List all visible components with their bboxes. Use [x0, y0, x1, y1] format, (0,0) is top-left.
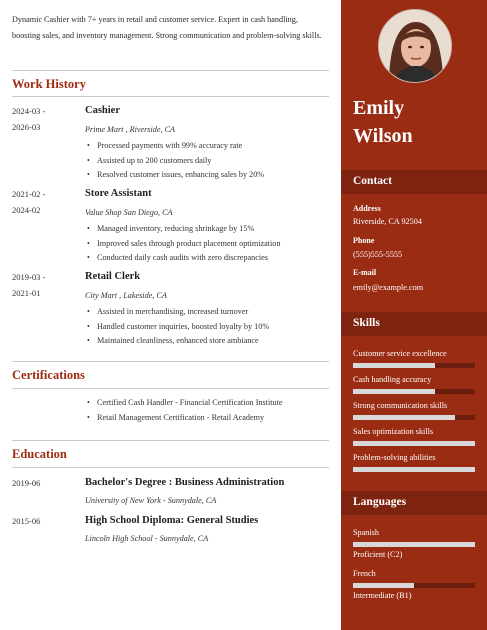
bullet-item: • Conducted daily cash audits with zero discrepancies	[85, 251, 329, 266]
skills-heading: Skills	[341, 312, 487, 336]
employer: Value Shop San Diego, CA	[85, 208, 173, 217]
bullet-item: • Assisted up to 200 customers daily	[85, 154, 329, 169]
work-history-title: Work History	[12, 77, 86, 91]
certification-bullets	[85, 396, 329, 425]
phone-label: Phone	[353, 236, 375, 245]
work-history-heading	[12, 70, 329, 97]
employer: Prime Mart , Riverside, CA	[85, 125, 176, 134]
bullet-item: • Maintained cleanliness, enhanced store ambiance	[85, 334, 329, 349]
degree-title: Bachelor's Degree : Business Administration	[85, 477, 285, 488]
contact-heading: Contact	[341, 170, 487, 194]
professional-summary: Dynamic Cashier with 7+ years in retail and customer service. Expert in cash handling, boosting sales, and inventory management. Strong communication and problem-solving skills.	[12, 15, 322, 40]
work-date-end: 2024-02	[12, 204, 41, 215]
job-title: Retail Clerk	[85, 271, 141, 282]
education-date: 2019-06	[12, 478, 41, 488]
portrait-icon	[379, 10, 452, 83]
work-dates	[12, 270, 72, 301]
job-title: Cashier	[85, 105, 120, 116]
skill-bar-fill	[353, 363, 435, 368]
school: University of New York - Sunnydale, CA	[85, 496, 217, 505]
work-date-start: 2021-02 -	[12, 189, 46, 199]
skill-bar-fill	[353, 389, 435, 394]
bullet-item: • Processed payments with 99% accuracy rate	[85, 139, 329, 154]
language-bar-fill	[353, 542, 475, 547]
profile-photo	[378, 9, 452, 83]
certification-item: • Retail Management Certification - Retail Academy	[85, 411, 329, 426]
work-dates	[12, 187, 72, 218]
bullet-item: • Improved sales through product placement optimization	[85, 237, 329, 252]
work-date-start: 2024-03 -	[12, 106, 46, 116]
sidebar	[341, 0, 487, 630]
job-title: Store Assistant	[85, 188, 152, 199]
skill-bar	[353, 415, 475, 420]
language-level: Proficient (C2)	[353, 550, 403, 559]
skill-bar-fill	[353, 415, 455, 420]
address-label: Address	[353, 204, 381, 213]
skill-bar	[353, 467, 475, 472]
work-date-start: 2019-03 -	[12, 272, 46, 282]
skill-bar	[353, 389, 475, 394]
bullet-item: • Handled customer inquiries, boosted loyalty by 10%	[85, 320, 329, 335]
bullet-item: • Assisted in merchandising, increased turnover	[85, 305, 329, 320]
skill-bar-fill	[353, 441, 475, 446]
certifications-heading	[12, 361, 329, 389]
phone-value: (555)555-5555	[353, 250, 403, 259]
skill-name: Problem-solving abilities	[353, 453, 436, 462]
skill-bar-fill	[353, 467, 475, 472]
school: Lincoln High School - Sunnydale, CA	[85, 534, 209, 543]
full-name	[353, 94, 413, 150]
last-name: Wilson	[353, 125, 413, 147]
language-bar-fill	[353, 583, 414, 588]
first-name: Emily	[353, 97, 405, 119]
degree-title: High School Diploma: General Studies	[85, 515, 259, 526]
certification-item: • Certified Cash Handler - Financial Certification Institute	[85, 396, 329, 411]
work-date-end: 2021-01	[12, 287, 41, 298]
skill-bar	[353, 441, 475, 446]
skill-name: Cash handling accuracy	[353, 375, 432, 384]
education-heading	[12, 440, 329, 468]
work-dates	[12, 104, 72, 135]
job-bullets	[85, 139, 329, 183]
language-name: Spanish	[353, 528, 379, 537]
skill-name: Sales optimization skills	[353, 427, 434, 436]
language-level: Intermediate (B1)	[353, 591, 412, 600]
skill-bar	[353, 363, 475, 368]
email-value[interactable]: emily@example.com	[353, 283, 424, 292]
language-bar	[353, 542, 475, 547]
languages-heading: Languages	[341, 491, 487, 515]
education-date: 2015-06	[12, 516, 41, 526]
certifications-title: Certifications	[12, 368, 85, 382]
skill-name: Strong communication skills	[353, 401, 448, 410]
language-bar	[353, 583, 475, 588]
job-bullets	[85, 305, 329, 349]
language-name: French	[353, 569, 376, 578]
bullet-item: • Managed inventory, reducing shrinkage by 15%	[85, 222, 329, 237]
work-date-end: 2026-03	[12, 121, 41, 132]
skill-name: Customer service excellence	[353, 349, 447, 358]
education-title: Education	[12, 447, 67, 461]
employer: City Mart , Lakeside, CA	[85, 291, 167, 300]
email-label: E-mail	[353, 268, 377, 277]
bullet-item: • Resolved customer issues, enhancing sales by 20%	[85, 168, 329, 183]
job-bullets	[85, 222, 329, 266]
address-value: Riverside, CA 92504	[353, 217, 422, 226]
